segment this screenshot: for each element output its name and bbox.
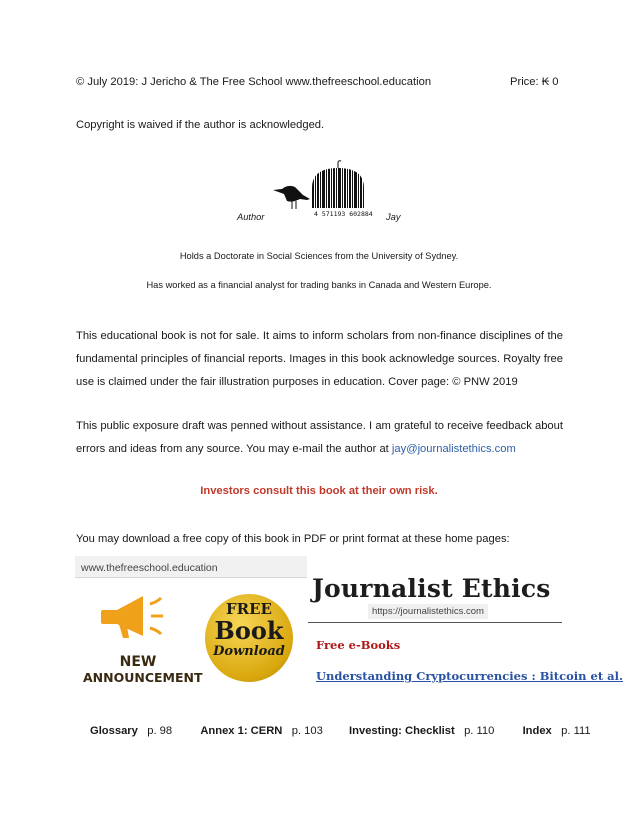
journalist-ethics-title: Journalist Ethics bbox=[312, 574, 551, 603]
badge-book: Book bbox=[214, 616, 284, 645]
banner-divider bbox=[308, 622, 562, 623]
new-announcement bbox=[83, 654, 203, 686]
purpose-paragraph: This educational book is not for sale. It aims to inform scholars from non-finance disciplines of the fundamental principles of financial reports. Images in this book acknowledge sources. Royalty free use is claimed under the fair illustration purposes in education. Cover page: © PNW 2019 bbox=[76, 330, 563, 388]
nav-annex-page: p. 103 bbox=[291, 725, 323, 737]
barcode-number: 4 571193 602884 bbox=[314, 210, 373, 218]
badge-download: Download bbox=[213, 644, 285, 659]
journalist-ethics-banner[interactable] bbox=[308, 564, 623, 689]
author-name: Jay bbox=[386, 212, 401, 222]
investor-warning: Investors consult this book at their own risk. bbox=[200, 485, 438, 497]
copyright-line: © July 2019: J Jericho & The Free School www.thefreeschool.education bbox=[76, 76, 432, 88]
nav-annex-cern[interactable] bbox=[200, 725, 323, 737]
nav-index[interactable] bbox=[523, 725, 591, 737]
download-intro: You may download a free copy of this book in PDF or print format at these home pages: bbox=[76, 533, 510, 545]
author-bio-analyst: Has worked as a financial analyst for trading banks in Canada and Western Europe. bbox=[146, 280, 492, 290]
nav-investing-page: p. 110 bbox=[464, 725, 495, 737]
nav-investing-checklist[interactable] bbox=[349, 725, 494, 737]
announce-new: NEW bbox=[119, 654, 157, 670]
nav-glossary-label: Glossary bbox=[90, 725, 138, 737]
nav-index-label: Index bbox=[522, 725, 552, 737]
nav-index-page: p. 111 bbox=[561, 725, 591, 737]
author-label: Author bbox=[237, 212, 265, 222]
freeschool-banner[interactable] bbox=[75, 556, 307, 686]
feedback-paragraph bbox=[76, 415, 563, 461]
journalist-ethics-url[interactable]: https://journalistethics.com bbox=[368, 604, 488, 619]
nav-annex-label: Annex 1: CERN bbox=[200, 725, 283, 737]
freeschool-url-bar[interactable]: www.thefreeschool.education bbox=[75, 556, 307, 578]
announce-announcement: ANNOUNCEMENT bbox=[83, 670, 203, 685]
feedback-text: This public exposure draft was penned without assistance. I am grateful to receive feedback about errors and ideas from any source. You may e-mail the author at bbox=[76, 420, 563, 455]
nav-glossary[interactable] bbox=[90, 725, 172, 737]
nav-glossary-page: p. 98 bbox=[147, 725, 173, 737]
crypto-book-link[interactable]: Understanding Cryptocurrencies : Bitcoin et al. bbox=[316, 669, 623, 683]
author-bio-doctorate: Holds a Doctorate in Social Sciences from the University of Sydney. bbox=[179, 251, 459, 261]
crow-barcode-cage-logo bbox=[270, 160, 382, 218]
price-label: Price: ₭ 0 bbox=[510, 76, 559, 88]
badge-free: FREE bbox=[226, 600, 272, 618]
free-ebooks-label: Free e-Books bbox=[316, 638, 401, 652]
index-navigation bbox=[90, 725, 591, 737]
megaphone-icon bbox=[97, 590, 167, 646]
author-email-link[interactable]: jay@journalistethics.com bbox=[391, 443, 516, 455]
copyright-waiver: Copyright is waived if the author is acknowledged. bbox=[76, 119, 325, 131]
nav-investing-label: Investing: Checklist bbox=[349, 725, 455, 737]
free-book-badge[interactable] bbox=[205, 594, 293, 682]
